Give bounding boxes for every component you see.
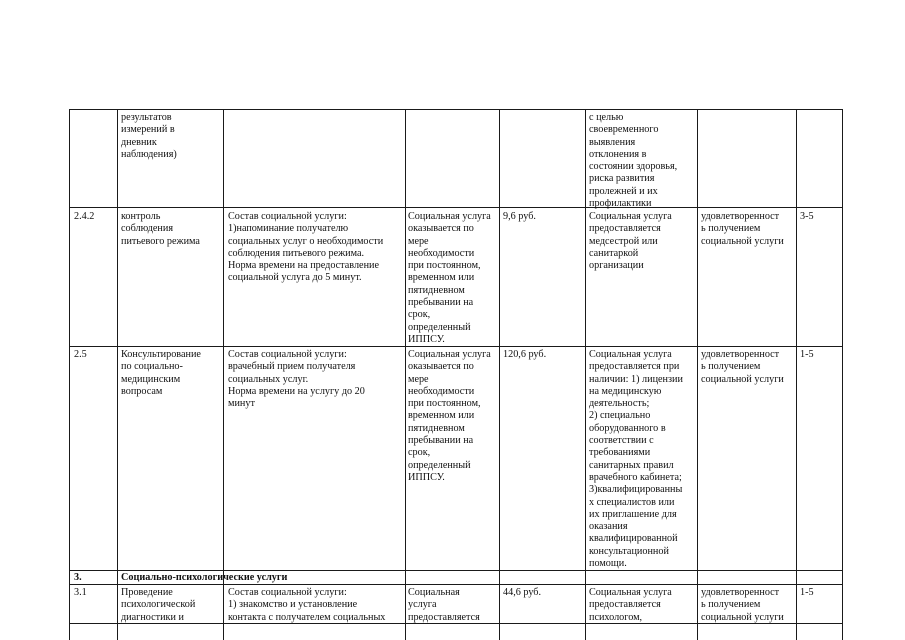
- cell-number: 2.4.2: [74, 211, 95, 222]
- row-border: [69, 109, 843, 110]
- col-border: [117, 109, 118, 640]
- cell-rating: 1-5: [800, 349, 814, 360]
- cell-rating: 1-5: [800, 587, 814, 598]
- col-border: [499, 109, 500, 640]
- cell-number: 2.5: [74, 349, 87, 360]
- cell-number: 3.1: [74, 587, 87, 598]
- cell-form: Социальная услуга оказывается по мере необходимости при постоянном, временном или пятидневном пребывании на срок, определенный ИППСУ.: [408, 211, 491, 345]
- section-title: Социально-психологические услуги: [121, 572, 288, 583]
- col-border: [796, 109, 797, 640]
- col-border: [585, 109, 586, 640]
- cell-content: Состав социальной услуги: 1) знакомство и установление контакта с получателем социальных: [228, 587, 386, 623]
- col-border: [223, 109, 224, 640]
- cell-name: Консультирование по социально- медицинским вопросам: [121, 349, 201, 397]
- cell-price: 44,6 руб.: [503, 587, 542, 598]
- cell-price: 120,6 руб.: [503, 349, 547, 360]
- cell-name: контроль соблюдения питьевого режима: [121, 211, 200, 247]
- col-border: [842, 109, 843, 640]
- cell-content: Состав социальной услуги: врачебный прием получателя социальных услуг. Норма времени на услугу до 20 минут: [228, 349, 365, 410]
- cell-conditions: Социальная услуга предоставляется при наличии: 1) лицензии на медицинскую деятельность; 2) специально оборудованного в соответствии с требованиями санитарных правил врачебного кабинета; 3)квалифицированны х специалистов или их приглашение для оказания квалифицированной консультационной помощи.: [589, 349, 683, 570]
- col-border: [405, 109, 406, 640]
- cell-quality: удовлетворенност ь получением социальной услуги: [701, 211, 784, 247]
- cell-conditions: Социальная услуга предоставляется психологом,: [589, 587, 672, 623]
- row-border: [69, 207, 843, 208]
- cell-name: результатов измерений в дневник наблюдения): [121, 112, 177, 160]
- cell-form: Социальная услуга предоставляется: [408, 587, 480, 623]
- cell-name: Проведение психологической диагностики и: [121, 587, 196, 623]
- cell-conditions: Социальная услуга предоставляется медсестрой или санитаркой организации: [589, 211, 672, 272]
- cell-quality: удовлетворенност ь получением социальной услуги: [701, 587, 784, 623]
- cell-form: Социальная услуга оказывается по мере необходимости при постоянном, временном или пятидневном пребывании на срок, определенный ИППСУ.: [408, 349, 491, 483]
- cell-quality: удовлетворенност ь получением социальной услуги: [701, 349, 784, 385]
- cell-rating: 3-5: [800, 211, 814, 222]
- row-border: [69, 570, 843, 571]
- section-number: 3.: [74, 572, 82, 583]
- cell-price: 9,6 руб.: [503, 211, 536, 222]
- cell-conditions: с целью своевременного выявления отклонения в состоянии здоровья, риска развития пролежней и их профилактики: [589, 112, 678, 210]
- cell-content: Состав социальной услуги: 1)напоминание получателю социальных услуг о необходимости соблюдения питьевого режима. Норма времени на предоставление социальной услуга до 5 минут.: [228, 211, 384, 284]
- col-border: [69, 109, 70, 640]
- col-border: [697, 109, 698, 640]
